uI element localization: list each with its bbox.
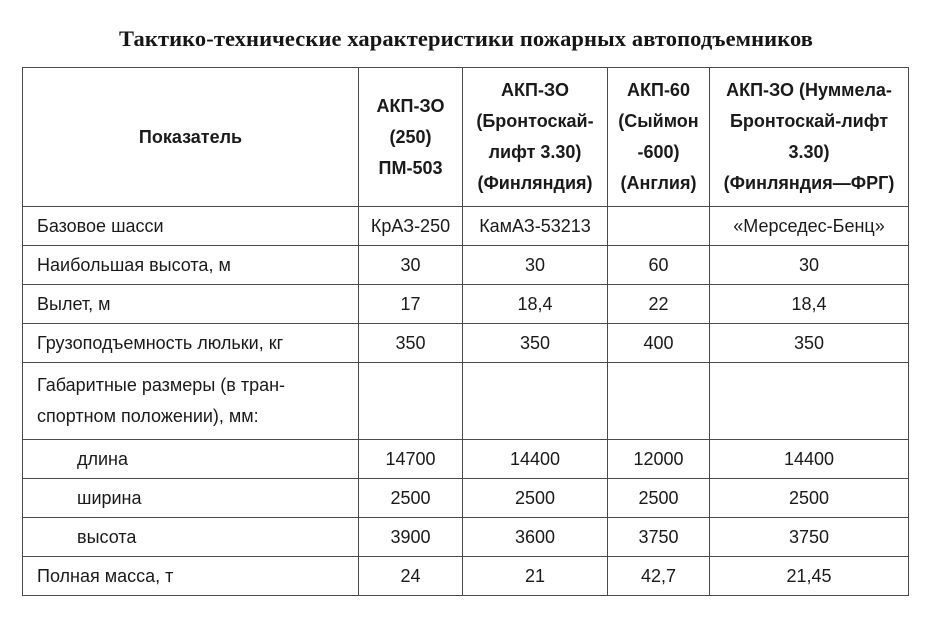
table-cell [608,207,710,246]
table-cell: 18,4 [463,285,608,324]
table-cell: 14400 [463,440,608,479]
table-cell: «Мерседес-Бенц» [710,207,909,246]
table-cell: 350 [359,324,463,363]
label-line: спортном положении), мм: [37,406,259,426]
row-label-base-chassis: Базовое шасси [23,207,359,246]
table-cell: 400 [608,324,710,363]
table-row [23,285,909,324]
table-cell: 3750 [608,518,710,557]
header-indicator: Показатель [23,68,359,207]
table-cell: 21 [463,557,608,596]
table-title: Тактико-технические характеристики пожарных автоподъемников [118,26,814,51]
header-line: (Сыймон [618,111,699,131]
table-cell: 350 [710,324,909,363]
table-cell: 30 [710,246,909,285]
table-row [23,207,909,246]
header-akp30-nummela [710,68,909,207]
table-cell: 14400 [710,440,909,479]
table-row [23,246,909,285]
header-line: АКП-ЗО (Нуммела- [726,80,892,100]
header-line: АКП-60 [627,80,690,100]
table-cell: 18,4 [710,285,909,324]
row-label-overall-dimensions [23,363,359,440]
row-label-max-height: Наибольшая высота, м [23,246,359,285]
table-cell [463,363,608,440]
table-cell: 3600 [463,518,608,557]
table-cell: 30 [359,246,463,285]
table-cell: 12000 [608,440,710,479]
table-cell: 14700 [359,440,463,479]
header-line: 3.30) [788,142,830,162]
table-cell: 2500 [608,479,710,518]
table-cell [710,363,909,440]
table-cell [359,363,463,440]
table-cell: 3900 [359,518,463,557]
table-cell: 350 [463,324,608,363]
header-row [23,68,909,207]
header-line: (Бронтоскай- [476,111,594,131]
table-cell: 21,45 [710,557,909,596]
header-line: (Финляндия—ФРГ) [723,173,895,193]
row-label-cradle-capacity: Грузоподъемность люльки, кг [23,324,359,363]
table-row [23,363,909,440]
table-cell [608,363,710,440]
header-line: Бронтоскай-лифт [729,111,889,131]
table-cell: 30 [463,246,608,285]
header-akp30-250 [359,68,463,207]
table-cell: 2500 [710,479,909,518]
table-row [23,518,909,557]
table-row [23,557,909,596]
header-akp30-brontosky [463,68,608,207]
table-cell: 17 [359,285,463,324]
header-akp60 [608,68,710,207]
table-cell: 42,7 [608,557,710,596]
table-cell: 60 [608,246,710,285]
row-label-length: длина [23,440,359,479]
table-cell: 2500 [463,479,608,518]
header-line: (Финляндия) [477,173,593,193]
table-cell: КамАЗ-53213 [463,207,608,246]
table-cell: 3750 [710,518,909,557]
table-cell: КрАЗ-250 [359,207,463,246]
table-row [23,479,909,518]
table-cell: 2500 [359,479,463,518]
header-line: -600) [637,142,680,162]
header-line: (Англия) [620,173,697,193]
row-label-reach: Вылет, м [23,285,359,324]
row-label-gross-mass: Полная масса, т [23,557,359,596]
table-row [23,440,909,479]
table-cell: 22 [608,285,710,324]
specifications-table [22,67,909,596]
header-line: АКП-ЗО [376,95,445,116]
label-line: Габаритные размеры (в тран- [37,375,286,395]
table-cell: 24 [359,557,463,596]
table-row [23,324,909,363]
header-line: (250) [389,126,432,147]
header-line: АКП-ЗО [501,80,569,100]
row-label-width: ширина [23,479,359,518]
row-label-height: высота [23,518,359,557]
header-line: ПМ-503 [378,157,443,178]
header-line: лифт 3.30) [488,142,582,162]
